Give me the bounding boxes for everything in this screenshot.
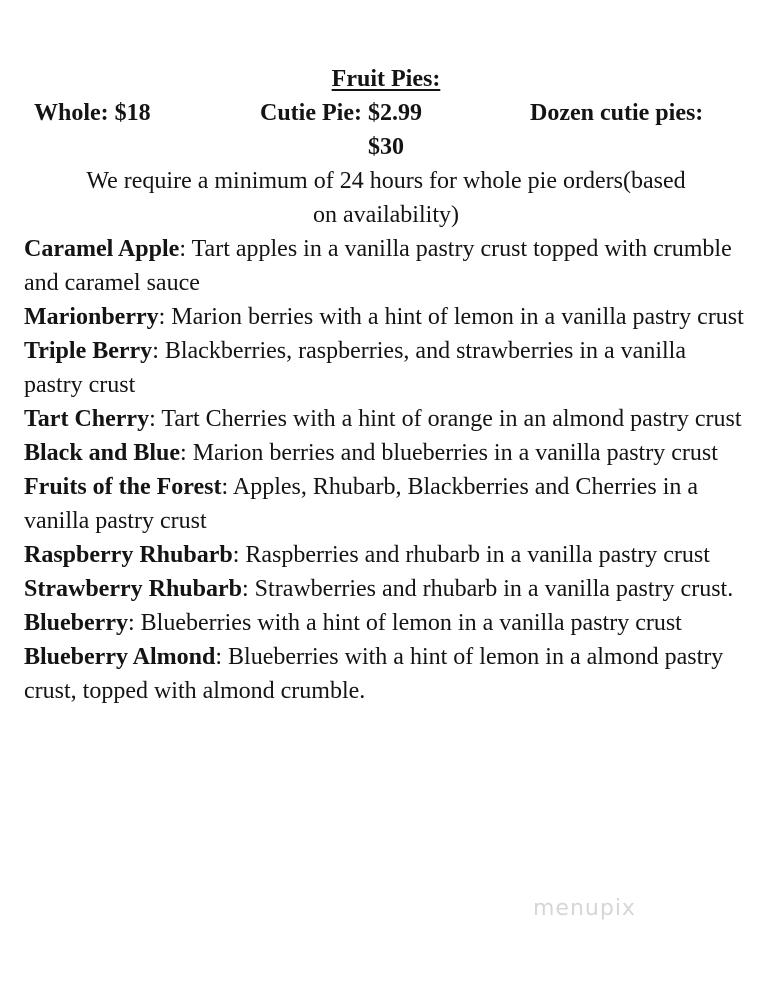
- item-name: Strawberry Rhubarb: [24, 576, 243, 602]
- item-description: : Blueberries with a hint of lemon in a almond pastry crust, topped with almond crumble.: [24, 644, 724, 704]
- menu-item: [24, 470, 748, 538]
- price-dozen-label: Dozen cutie pies:: [530, 100, 704, 126]
- menu-item: [24, 572, 748, 606]
- price-dozen-amount: $30: [368, 134, 404, 160]
- item-description: : Apples, Rhubarb, Blackberries and Cherries in a vanilla pastry crust: [24, 474, 699, 534]
- item-name: Caramel Apple: [24, 236, 180, 262]
- menupix-watermark: menupix: [533, 896, 636, 921]
- menu-title: Fruit Pies:: [331, 66, 441, 92]
- price-whole: Whole: $18: [34, 100, 151, 126]
- item-name: Blueberry Almond: [24, 644, 216, 670]
- item-description: : Marion berries and blueberries in a vanilla pastry crust: [180, 440, 718, 466]
- item-description: : Blackberries, raspberries, and strawberries in a vanilla pastry crust: [24, 338, 686, 398]
- menu-item: [24, 436, 748, 470]
- menu-item: [24, 402, 748, 436]
- menu-item: [24, 538, 748, 572]
- item-description: : Tart Cherries with a hint of orange in an almond pastry crust: [149, 406, 742, 432]
- item-description: : Raspberries and rhubarb in a vanilla pastry crust: [232, 542, 710, 568]
- item-description: : Strawberries and rhubarb in a vanilla pastry crust.: [242, 576, 734, 602]
- item-name: Fruits of the Forest: [24, 474, 222, 500]
- item-name: Raspberry Rhubarb: [24, 542, 233, 568]
- item-name: Tart Cherry: [24, 406, 150, 432]
- item-description: : Tart apples in a vanilla pastry crust topped with crumble and caramel sauce: [24, 236, 732, 296]
- item-description: : Blueberries with a hint of lemon in a vanilla pastry crust: [127, 610, 682, 636]
- price-cutie-pie: Cutie Pie: $2.99: [260, 100, 422, 126]
- menu-item: [24, 300, 748, 334]
- item-name: Blueberry: [24, 610, 128, 636]
- item-name: Marionberry: [24, 304, 159, 330]
- menu-item: [24, 232, 748, 300]
- price-row: [24, 96, 748, 164]
- item-description: : Marion berries with a hint of lemon in a vanilla pastry crust: [158, 304, 744, 330]
- fruit-pies-menu: [24, 62, 748, 708]
- menu-item: [24, 640, 748, 708]
- item-name: Triple Berry: [24, 338, 153, 364]
- item-name: Black and Blue: [24, 440, 181, 466]
- menu-item: [24, 606, 748, 640]
- order-notice: We require a minimum of 24 hours for whole pie orders(based on availability): [86, 168, 686, 228]
- menu-item: [24, 334, 748, 402]
